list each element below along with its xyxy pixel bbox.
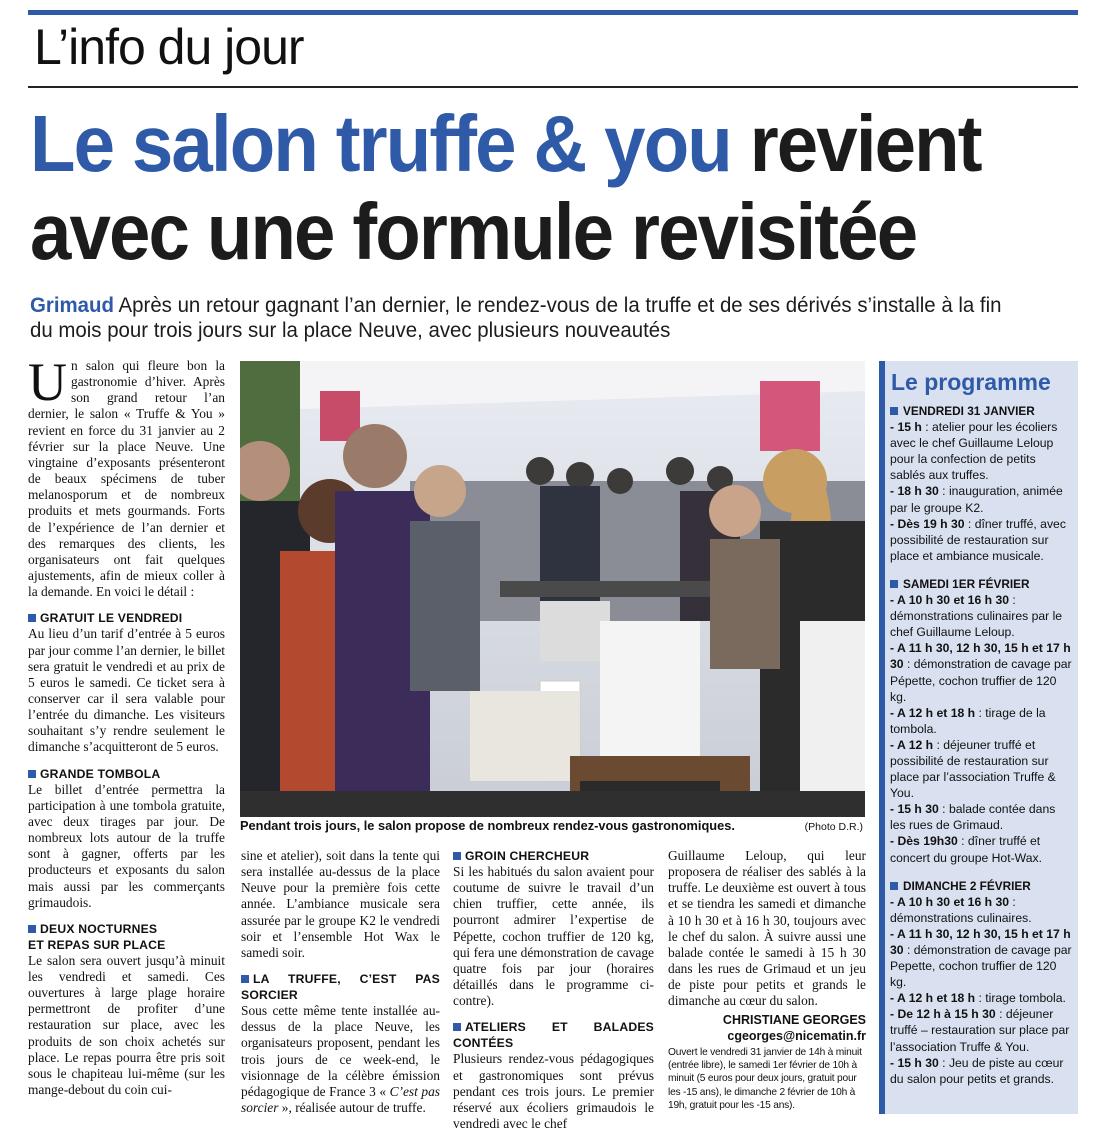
programme-item xyxy=(890,516,1074,564)
sidebar-accent-bar xyxy=(879,361,885,1114)
programme-item xyxy=(890,592,1074,640)
programme-item-time: - 15 h xyxy=(890,420,922,435)
dropcap: U xyxy=(28,352,67,412)
programme-item-text: : atelier pour les écoliers avec le chef Guillaume Leloup pour la confection de petits sablés aux truffes. xyxy=(890,420,1058,483)
subhead-text: ATELIERS ET BALADES CONTÉES xyxy=(453,1020,654,1051)
article-column-4 xyxy=(668,848,866,1112)
square-bullet-icon xyxy=(28,614,36,622)
programme-item xyxy=(890,483,1074,515)
section-rule xyxy=(28,86,1078,88)
square-bullet-icon xyxy=(890,882,898,890)
programme-day xyxy=(890,878,1074,894)
paragraph xyxy=(241,1003,440,1116)
programme-item xyxy=(890,419,1074,483)
programme-item-text: : Jeu de piste au cœur du salon pour petits et grands. xyxy=(890,1055,1064,1086)
paragraph: sine et atelier), soit dans la tente qui sera installée au-dessus de la place Neuve pour la première fois cette année. L’ambiance musicale sera assurée par le groupe K2 le vendredi soir et l’ensemble Hot Wax le samedi soir. xyxy=(241,848,440,960)
programme-list xyxy=(890,403,1074,1087)
square-bullet-icon xyxy=(28,770,36,778)
programme-day-label: SAMEDI 1ER FÉVRIER xyxy=(903,576,1030,591)
programme-item xyxy=(890,926,1074,990)
article-intro xyxy=(28,352,225,600)
square-bullet-icon xyxy=(241,975,249,983)
programme-item-time: - A 10 h 30 et 16 h 30 xyxy=(890,894,1009,909)
paragraph-part: Sous cette même tente installée au-dessus de la place Neuve, les organisateurs proposent, pendant les trois jours de ce week-end, le visionnage de la célèbre émission pédagogique de France 3 « xyxy=(241,1003,440,1099)
square-bullet-icon xyxy=(28,925,36,933)
programme-item xyxy=(890,801,1074,833)
programme-item-text: : tirage de la tombola. xyxy=(890,705,1046,736)
subhead-gratuit xyxy=(28,610,225,626)
paragraph: Plusieurs rendez-vous pédagogiques et gastronomiques sont prévus pendant ces trois jours. Le premier réservé aux écoliers grimaudois le vendredi avec le chef xyxy=(453,1051,654,1132)
programme-item-time: - 15 h 30 xyxy=(890,802,939,817)
programme-item xyxy=(890,894,1074,926)
programme-item-time: - De 12 h à 15 h 30 xyxy=(890,1007,996,1022)
headline xyxy=(30,100,1007,276)
programme-item-text: : inauguration, animée par le groupe K2. xyxy=(890,484,1063,515)
subhead-tombola xyxy=(28,766,225,782)
programme-item xyxy=(890,640,1074,704)
article-column-2 xyxy=(241,848,440,1116)
headline-dark-2: avec une formule revisitée xyxy=(30,187,917,276)
subhead-text: DEUX NOCTURNES xyxy=(40,921,158,936)
standfirst xyxy=(30,293,1028,343)
subhead-text: GRATUIT LE VENDREDI xyxy=(40,611,183,626)
square-bullet-icon xyxy=(453,1023,461,1031)
programme-item-text: : dîner truffé, avec possibilité de restauration sur place et ambiance musicale. xyxy=(890,516,1066,563)
paragraph: Si les habitués du salon avaient pour coutume de suivre le travail d’un chien truffier, cette année, ils pourront admirer l’expertise de Pépette, cochon truffier de 120 kg, qui fera une démonstration de cavage quatre fois par jour (horaires détaillés dans le programme ci-contre). xyxy=(453,864,654,1009)
paragraph: Le billet d’entrée permettra la participation à une tombola gratuite, avec deux tirages par jour. De nombreux lots autour de la truffe sont à gagner, offerts par les producteurs et exposants du salon mais aussi par les commerçants grimaudois. xyxy=(28,781,225,910)
photo-credit: (Photo D.R.) xyxy=(804,821,863,833)
subhead-sorcier xyxy=(241,971,440,1003)
paragraph-part: », réalisée autour de truffe. xyxy=(278,1100,426,1116)
programme-day xyxy=(890,403,1074,419)
section-title: L’info du jour xyxy=(34,19,304,75)
programme-sidebar xyxy=(879,361,1078,1114)
paragraph: Guillaume Leloup, qui leur proposera de réaliser des sablés à la truffe. Le deuxième est ouvert à tous et se tiendra les samedi et dimanche à 10 h 30 et à 16 h 30, toujours avec le chef du salon. À suivre aussi une balade contée le samedi à 15 h 30 dans les rues de Grimaud et un jeu de piste pour petits et grands le dimanche au cœur du salon. xyxy=(668,848,866,1009)
square-bullet-icon xyxy=(890,580,898,588)
programme-item xyxy=(890,833,1074,865)
emission-title: C’est pas sorcier xyxy=(241,1083,441,1116)
top-rule xyxy=(28,10,1078,15)
subhead-text: GROIN CHERCHEUR xyxy=(465,849,590,863)
programme-title: Le programme xyxy=(891,369,1051,395)
subhead-groin xyxy=(453,848,654,864)
headline-dark-1: revient xyxy=(749,99,981,188)
programme-item xyxy=(890,1055,1074,1087)
subhead-text: LA TRUFFE, C’EST PAS SORCIER xyxy=(241,972,440,1003)
programme-item-text: : déjeuner truffé – restauration sur place par l’association Truffe & You. xyxy=(890,1007,1070,1054)
square-bullet-icon xyxy=(890,407,898,415)
article-column-1 xyxy=(28,352,225,1098)
practical-info: Ouvert le vendredi 31 janvier de 14h à minuit (entrée libre), le samedi 1er février de 10h à minuit (5 euros pour deux jours, gratuit pour les -15 ans), le dimanche 2 février de 10h à 19h, gratuit pour les -15 ans). xyxy=(668,1046,862,1112)
programme-item-text: : démonstration de cavage par Pepette, cochon truffier de 120 kg. xyxy=(890,943,1072,990)
event-photo xyxy=(240,361,865,817)
programme-day xyxy=(890,576,1074,592)
article-column-3 xyxy=(453,848,654,1132)
programme-item-text: : tirage tombola. xyxy=(975,991,1066,1006)
author-signature: CHRISTIANE GEORGES xyxy=(722,1012,866,1027)
programme-item-text: : démonstrations culinaires par le chef Guillaume Leloup. xyxy=(890,593,1063,640)
paragraph: Au lieu d’un tarif d’entrée à 5 euros par jour comme l’an dernier, le billet sera gratuit le vendredi et au prix de 5 euros le samedi. Ce ticket sera à conserver car il sera valable pour l’entrée du dimanche. Les visiteurs souhaitant s’y rendre seulement le dimanche s’acquitteront de 5 euros. xyxy=(28,626,225,755)
programme-item-text: : démonstrations culinaires. xyxy=(890,894,1032,925)
programme-item xyxy=(890,990,1074,1006)
paragraph: Le salon sera ouvert jusqu’à minuit les vendredi et samedi. Ces ouvertures à large plage horaire permettront de profiter d’une restauration sur place, avec les produits de son choix achetés sur place. Le repas pourra être pris soit sous le chapiteau lui-même (sur les mange-debout du coin cui- xyxy=(28,952,225,1098)
market-photo-illustration xyxy=(240,361,865,817)
standfirst-place: Grimaud xyxy=(30,293,114,317)
caption-text: Pendant trois jours, le salon propose de nombreux rendez-vous gastronomiques. xyxy=(240,818,735,833)
standfirst-text: Après un retour gagnant l’an dernier, le rendez-vous de la truffe et de ses dérivés s’installe à la fin du mois pour trois jours sur la place Neuve, avec plusieurs nouveautés xyxy=(30,293,1002,342)
author-email[interactable]: cgeorges@nicematin.fr xyxy=(727,1028,866,1043)
programme-item xyxy=(890,737,1074,801)
programme-item-text: : démonstration de cavage par Pépette, cochon truffier de 120 kg. xyxy=(890,657,1072,704)
square-bullet-icon xyxy=(453,852,461,860)
programme-item-time: - Dès 19h30 xyxy=(890,834,958,849)
headline-blue: Le salon truffe & you xyxy=(30,99,731,188)
intro-text: n salon qui fleure bon la gastronomie d’hiver. Après son grand retour l’an dernier, le salon « Truffe & You » revient en force du 31 janvier au 2 février sur la place Neuve. Une vingtaine d’exposants présenteront de beaux spécimens de tuber melanosporum et de nombreux produits et mets gourmands. Forts de l’expérience de l’an dernier et des remarques des clients, les organisateurs ont fait quelques ajustements, afin de mieux coller à la demande. En voici le détail : xyxy=(28,358,225,600)
programme-item-text: : dîner truffé et concert du groupe Hot-Wax. xyxy=(890,834,1042,865)
programme-day-label: DIMANCHE 2 FÉVRIER xyxy=(903,878,1031,893)
subhead-text: ET REPAS SUR PLACE xyxy=(28,937,166,952)
programme-item xyxy=(890,705,1074,737)
programme-item-time: - A 12 h et 18 h xyxy=(890,991,976,1006)
programme-item-time: - A 12 h et 18 h xyxy=(890,705,976,720)
programme-item xyxy=(890,1006,1074,1054)
programme-item-time: - A 11 h 30, 12 h 30, 15 h et 17 h 30 xyxy=(890,641,1071,672)
programme-item-time: - A 10 h 30 et 16 h 30 xyxy=(890,593,1009,608)
programme-item-time: - 18 h 30 xyxy=(890,484,939,499)
programme-item-time: - Dès 19 h 30 xyxy=(890,516,965,531)
programme-item-text: : balade contée dans les rues de Grimaud. xyxy=(890,802,1056,833)
programme-item-time: - A 11 h 30, 12 h 30, 15 h et 17 h 30 xyxy=(890,926,1071,957)
subhead-ateliers xyxy=(453,1019,654,1051)
subhead-nocturnes xyxy=(28,921,225,953)
subhead-text: GRANDE TOMBOLA xyxy=(40,766,161,781)
programme-day-label: VENDREDI 31 JANVIER xyxy=(903,404,1035,418)
programme-item-time: - A 12 h xyxy=(890,737,934,752)
programme-item-text: : déjeuner truffé et possibilité de restauration sur place par l’association Truffe & You. xyxy=(890,737,1056,801)
programme-item-time: - 15 h 30 xyxy=(890,1055,939,1070)
photo-caption xyxy=(240,818,865,834)
